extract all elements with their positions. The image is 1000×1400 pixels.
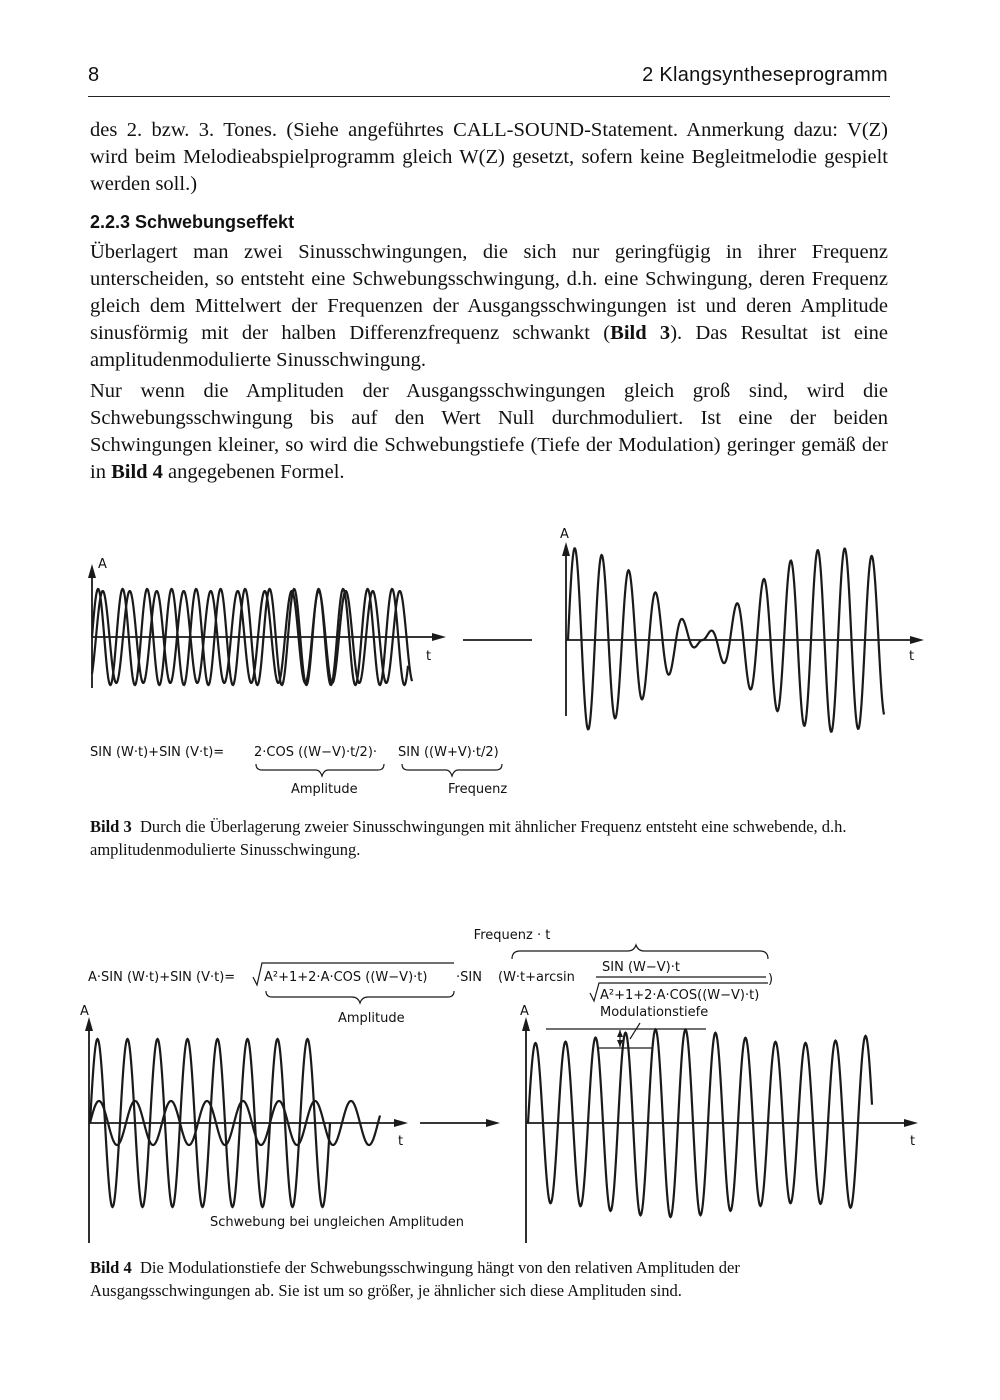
arrow-to-result: [420, 1119, 500, 1127]
y-axis-arrowhead: [562, 542, 570, 556]
brace-frequency-t: [512, 945, 768, 959]
label-frequency: Frequenz: [448, 782, 508, 797]
x-axis-label: t: [398, 1134, 404, 1149]
brace-amplitude: [266, 991, 454, 1003]
y-axis-label: A: [98, 557, 107, 572]
label-amplitude: Amplitude: [338, 1011, 405, 1026]
formula-argument: (W·t+arcsin: [498, 970, 575, 985]
y-axis-arrowhead: [522, 1017, 530, 1031]
right-plot-modulated: [520, 1004, 918, 1243]
label-unequal-amplitudes: Schwebung bei ungleichen Amplituden: [210, 1215, 464, 1230]
figure-reference-bild-4: Bild 4: [111, 461, 163, 483]
paragraph-amplitude: [90, 378, 888, 486]
x-axis-arrowhead: [432, 633, 446, 641]
section-heading: 2.2.3 Schwebungseffekt: [90, 212, 295, 232]
y-axis-label: A: [520, 1004, 529, 1019]
figure-caption: [90, 815, 850, 861]
left-plot-unequal: [80, 1004, 464, 1243]
y-axis-label: A: [80, 1004, 89, 1019]
caption-text: Die Modulationstiefe der Schwebungsschwingung hängt von den relativen Amplituden der Ausgangsschwingungen ab. Sie ist um so größer, je ähnlicher sich diese Amplituden sind.: [90, 1258, 740, 1300]
y-axis-arrowhead: [85, 1017, 93, 1031]
label-amplitude: Amplitude: [291, 782, 358, 797]
caption-number: Bild 3: [90, 817, 132, 836]
formula-frequency-term: SIN ((W+V)·t/2): [398, 745, 499, 760]
paragraph-text: Überlagert man zwei Sinusschwingungen, die sich nur geringfügig in ihrer Frequenz unterscheiden, so entsteht eine Schwebungsschwingung, d.h. eine Schwingung, deren Frequenz gleich dem Mittelwert der Frequenzen der Ausgangsschwingungen ist und deren Amplitude sinusförmig mit der halben Differenzfrequenz schwankt (: [90, 241, 888, 344]
chapter-title: 2 Klangsyntheseprogramm: [642, 64, 888, 86]
y-axis-label: A: [560, 527, 569, 542]
x-axis-label: t: [909, 649, 915, 664]
brace-amplitude: [256, 764, 384, 776]
formula-left: A·SIN (W·t)+SIN (V·t)=: [88, 970, 236, 985]
caption-number: Bild 4: [90, 1258, 132, 1277]
x-axis-label: t: [426, 649, 432, 664]
formula-bild-3: [90, 745, 507, 797]
x-axis-label: t: [910, 1134, 916, 1149]
caption-text: Durch die Überlagerung zweier Sinusschwingungen mit ähnlicher Frequenz entsteht eine schwebende, d.h. amplitudenmodulierte Sinusschwingung.: [90, 817, 847, 859]
formula-left: SIN (W·t)+SIN (V·t)=: [90, 745, 225, 760]
formula-numerator: SIN (W−V)·t: [602, 960, 680, 975]
y-axis-arrowhead: [88, 564, 96, 578]
x-axis-arrowhead: [394, 1119, 408, 1127]
figure-4: [0, 915, 1000, 1245]
paragraph-text: angegebenen Formel.: [162, 461, 345, 483]
formula-close: ): [768, 972, 774, 987]
x-axis-arrowhead: [904, 1119, 918, 1127]
formula-denominator: A²+1+2·A·COS((W−V)·t): [600, 988, 760, 1003]
label-leader-line: [630, 1023, 640, 1039]
formula-root: A²+1+2·A·COS ((W−V)·t): [264, 970, 428, 985]
label-frequency-t: Frequenz · t: [473, 928, 551, 943]
paragraph-text: ). Das Resultat ist eine amplitudenmodulierte Sinusschwingung.: [90, 322, 889, 371]
left-plot-superposition: [88, 557, 446, 688]
brace-frequency: [402, 764, 502, 776]
figure-reference-bild-3: Bild 3: [610, 322, 671, 344]
x-axis-arrowhead: [910, 636, 924, 644]
paragraph-text: Nur wenn die Amplituden der Ausgangsschwingungen gleich groß sind, wird die Schwebungsschwingung bis auf den Wert Null durchmoduliert. Ist eine der beiden Schwingungen kleiner, so wird die Schwebungstiefe (Tiefe der Modulation) geringer gemäß der in: [90, 380, 888, 483]
figure-caption: [90, 1256, 850, 1302]
formula-sin: ·SIN: [456, 970, 482, 985]
label-modulation-depth: Modulationstiefe: [600, 1005, 709, 1020]
paragraph-overlay: [90, 239, 888, 374]
right-plot-beat: [560, 527, 924, 732]
figure-3: [0, 520, 1000, 810]
intro-paragraph: des 2. bzw. 3. Tones. (Siehe angeführtes CALL-SOUND-Statement. Anmerkung dazu: V(Z) wird beim Melodieabspielprogramm gleich W(Z) gesetzt, sofern keine Begleitmelodie gespielt werden soll.): [90, 119, 888, 195]
page-number: 8: [88, 64, 100, 86]
header-rule: [88, 96, 890, 97]
formula-amplitude-term: 2·COS ((W−V)·t/2)·: [254, 745, 378, 760]
